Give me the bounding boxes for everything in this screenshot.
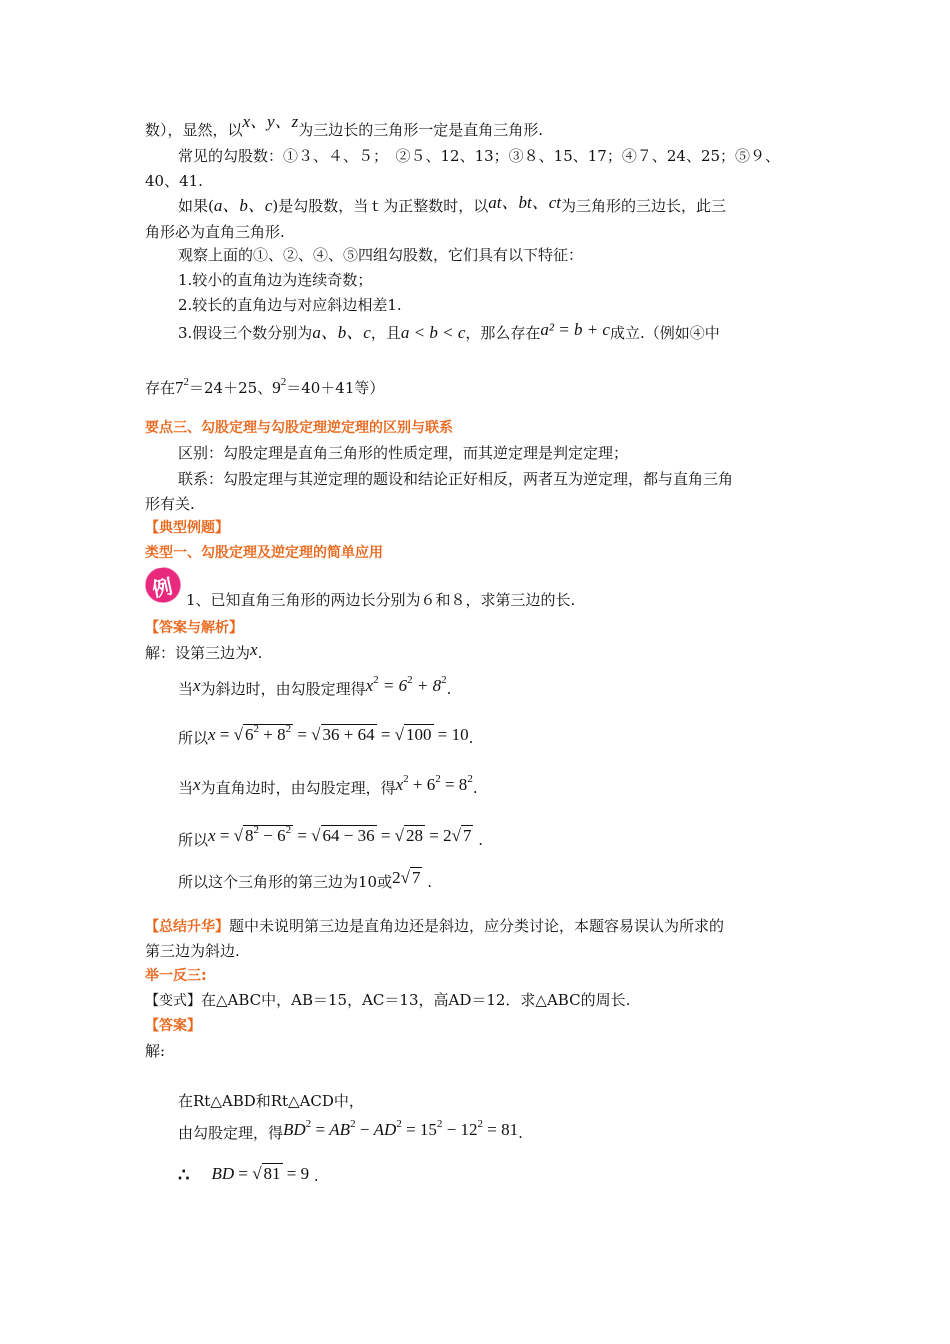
- text: 成立.（例如④中: [609, 324, 720, 342]
- math-equation: $x^2 = 6^2 + 8^2$: [365, 674, 447, 695]
- text: 为直角边时，由勾股定理，得: [200, 779, 396, 797]
- math-equation: x = √ $8^2 - 6^2$ = √ 64 − 36 = √ 28 = 2√ 7: [208, 824, 472, 845]
- text: 解:: [145, 1042, 166, 1060]
- math-var: x: [250, 640, 258, 659]
- text-line: 所以x = √ $8^2 - 6^2$ = √ 64 − 36 = √ 28 = 2√ 7 .: [178, 824, 483, 849]
- question: [186, 590, 575, 610]
- text: 当: [178, 680, 194, 698]
- text-line: [178, 193, 726, 216]
- text: 观察上面的①、②、④、⑤四组勾股数，它们具有以下特征：: [178, 246, 584, 264]
- text: 为三边长的三角形一定是直角三角形.: [298, 121, 544, 139]
- text: 由勾股定理，得: [178, 1124, 284, 1142]
- text-line: ∴ BD = √ 81 = 9 .: [178, 1164, 319, 1186]
- text: 1.较小的直角边为连续奇数；: [178, 271, 373, 289]
- text-line: [178, 245, 583, 265]
- examples-header: 【典型例题】: [145, 520, 229, 536]
- text-line: 由勾股定理，得$BD^2 = AB^2 - AD^2 = 15^2 - 12^2 = 81$.: [178, 1118, 523, 1142]
- section-title: 要点三、勾股定理与勾股定理逆定理的区别与联系: [145, 420, 453, 436]
- text: ，那么存在: [465, 324, 541, 342]
- text: 常见的勾股数：①３、４、５； ②５、12、13；③８、15、17；④７、24、25；⑤９、: [178, 147, 781, 165]
- practice-title: 举一反三:: [145, 968, 207, 984]
- text-line: [178, 320, 720, 343]
- math-value: 2√ 7: [392, 868, 421, 887]
- text: )是勾股数，当ｔ为正整数时，以: [272, 197, 489, 215]
- text: 为三角形的三边长，此三: [560, 197, 726, 215]
- text: 1、已知直角三角形的两边长分别为６和８，求第三边的长.: [186, 591, 576, 609]
- text: 所以这个三角形的第三边为10或: [178, 873, 393, 891]
- math-equation: $x^2 + 6^2 = 8^2$: [395, 773, 473, 794]
- text: 联系：勾股定理与其逆定理的题设和结论正好相反，两者互为逆定理，都与直角三角: [178, 470, 734, 488]
- text-line: 当x为直角边时，由勾股定理，得$x^2 + 6^2 = 8^2$.: [178, 773, 478, 797]
- text: 为斜边时，由勾股定理得: [200, 680, 366, 698]
- math-equation: $BD^2 = AB^2 - AD^2 = 15^2 - 12^2 = 81$: [283, 1118, 519, 1139]
- text-line: [145, 1041, 165, 1061]
- text: 解：设第三边为: [145, 644, 251, 662]
- text-line: [178, 443, 628, 463]
- text-line: [178, 270, 372, 290]
- text: 在Rt△ABD和Rt△ACD中，: [178, 1092, 364, 1110]
- text-line: 所以这个三角形的第三边为10或2√ 7 .: [178, 868, 432, 891]
- text: 40、41.: [145, 172, 203, 190]
- text-line: [145, 494, 195, 514]
- summary-label: 【总结升华】: [145, 919, 229, 935]
- text-line: [145, 171, 203, 191]
- text-line: 所以x = √ $6^2 + 8^2$ = √ 36 + 64 = √ 100 = 10.: [178, 723, 474, 747]
- text: ＝40＋41等）: [286, 379, 385, 397]
- text-line: [178, 469, 733, 489]
- math-number: 9: [272, 378, 281, 397]
- math-vars: a、b、c: [312, 323, 371, 342]
- text-line: [178, 1091, 364, 1111]
- text: 数），显然，以: [145, 121, 243, 139]
- math-vars: x、y、z: [242, 112, 299, 131]
- text: 所以: [178, 831, 209, 849]
- badge-label: 例: [150, 574, 175, 602]
- variant-line: [145, 990, 630, 1011]
- text: 角形必为直角三角形.: [145, 223, 285, 241]
- math-vars: at、bt、ct: [488, 193, 561, 212]
- text: 所以: [178, 729, 209, 747]
- text: 第三边为斜边.: [145, 942, 240, 960]
- math-equation: BD = √ 81 = 9: [211, 1164, 310, 1183]
- text-line: [178, 295, 402, 315]
- text: 在△ABC中，AB＝15，AC＝13，高AD＝12．求△ABC的周长.: [201, 991, 631, 1009]
- math-number: 7: [175, 378, 184, 397]
- text: .: [257, 644, 263, 662]
- math-equation: x = √ $6^2 + 8^2$ = √ 36 + 64 = √ 100 = 10: [208, 723, 469, 744]
- math-inequality: a < b < c: [400, 323, 466, 342]
- text-line: [145, 112, 544, 140]
- text: 当: [178, 779, 194, 797]
- summary-line: [145, 916, 724, 937]
- text-line: [145, 640, 263, 663]
- text: 3.假设三个数分别为: [178, 324, 313, 342]
- answer-header: 【答案与解析】: [145, 620, 243, 636]
- type-title: 类型一、勾股定理及逆定理的简单应用: [145, 545, 383, 561]
- text: 题中未说明第三边是直角边还是斜边，应分类讨论，本题容易误认为所求的: [229, 917, 725, 935]
- text-line: [178, 146, 780, 166]
- text: 形有关.: [145, 495, 195, 513]
- text: 区别：勾股定理是直角三角形的性质定理，而其逆定理是判定定理；: [178, 444, 629, 462]
- text: ，且: [370, 324, 401, 342]
- text: 存在: [145, 379, 176, 397]
- text-line: 存在$7^2=24+25$、$9^2=40+41$等）: [145, 376, 385, 397]
- text-line: [145, 941, 240, 961]
- text: 如果(: [178, 197, 214, 215]
- math-vars: a、b、c: [213, 196, 273, 215]
- example-badge-icon: [143, 565, 183, 605]
- text-line: [145, 222, 285, 242]
- text: 2.较长的直角边与对应斜边相差1.: [178, 296, 402, 314]
- math-equation: a² = b + c: [540, 320, 610, 339]
- text-line: 当x为斜边时，由勾股定理得$x^2 = 6^2 + 8^2$.: [178, 674, 452, 698]
- variant-label: 【变式】: [145, 993, 201, 1009]
- answer-header: 【答案】: [145, 1018, 201, 1034]
- text: ＝24＋25、: [189, 379, 273, 397]
- therefore-symbol: ∴: [178, 1165, 190, 1186]
